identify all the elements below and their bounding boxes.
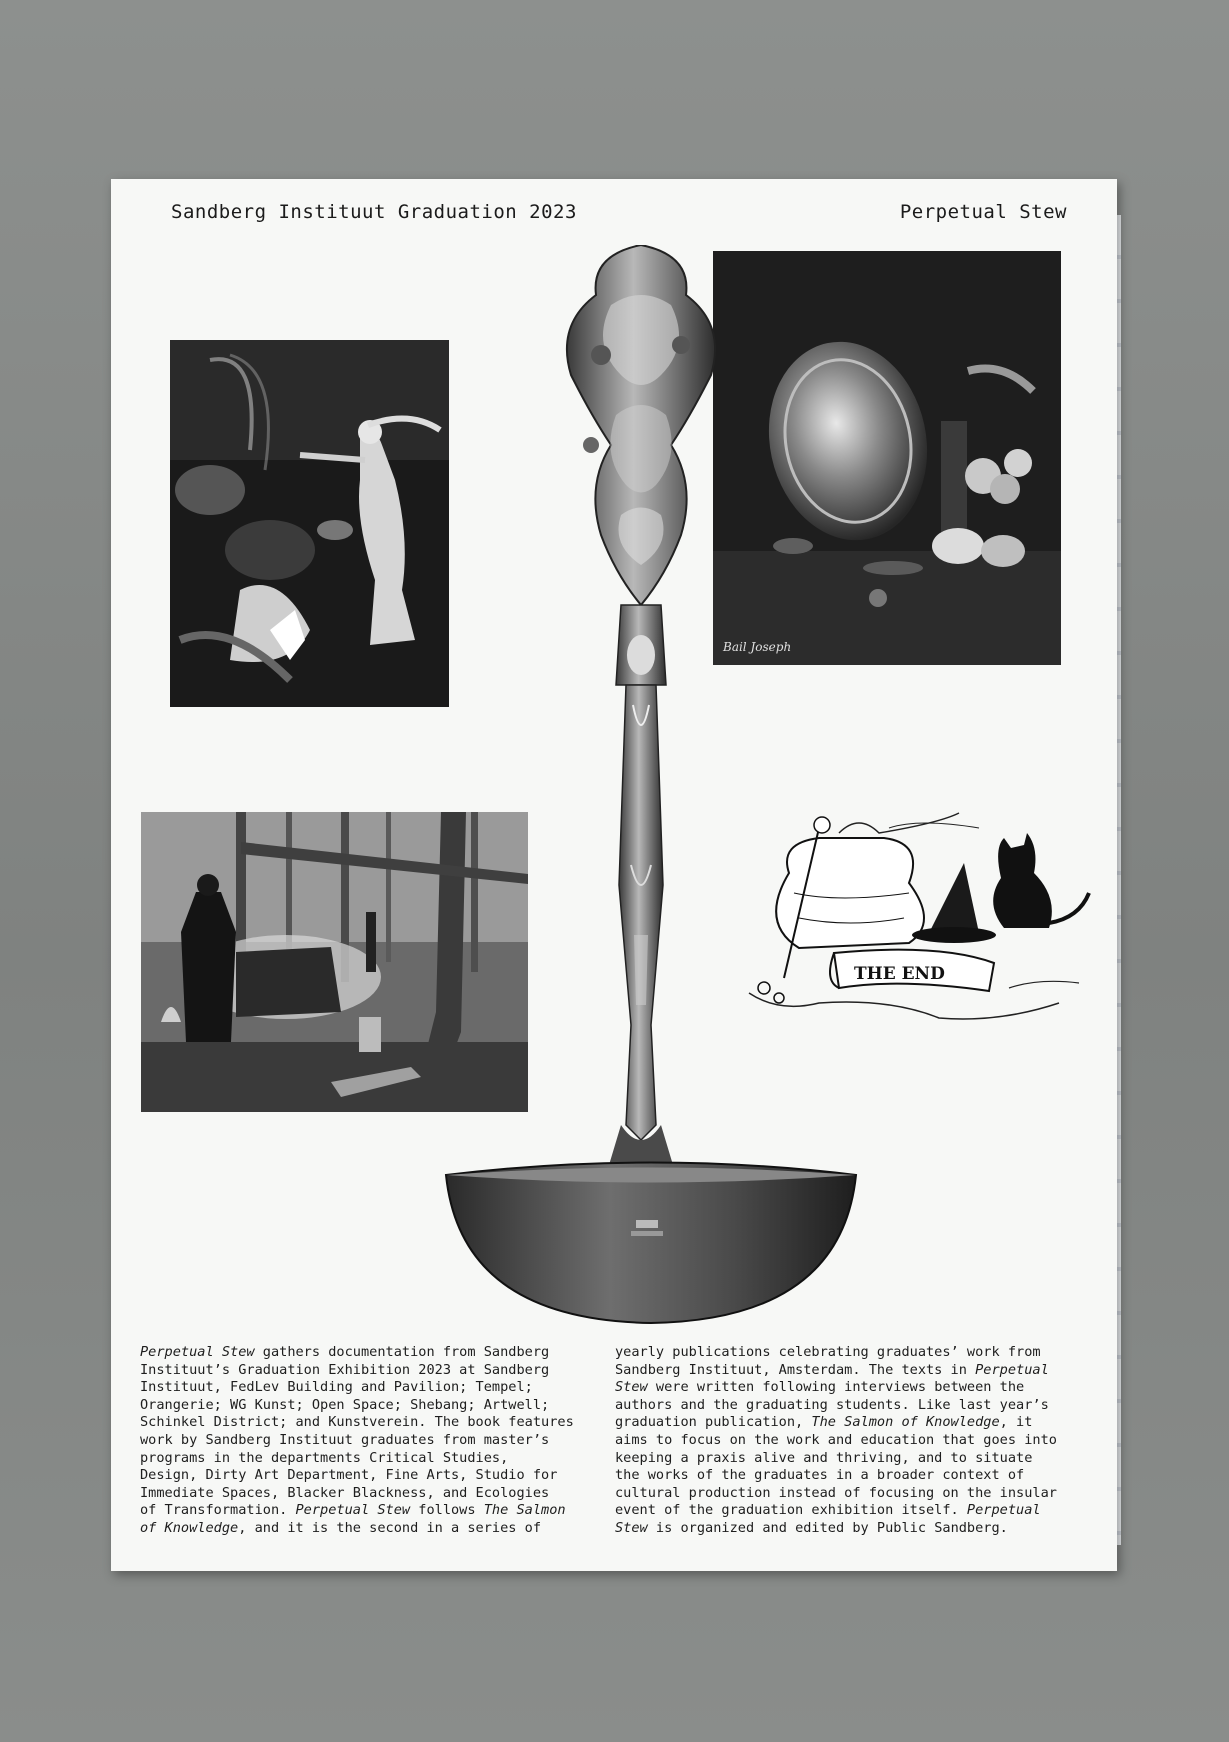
text-line	[140, 1520, 590, 1538]
ornate-ladle	[441, 245, 861, 1325]
italic-title-run: Stew	[615, 1519, 648, 1536]
text-run: Instituut’s Graduation Exhibition 2023 at Sandberg	[140, 1361, 550, 1378]
text-line	[140, 1344, 590, 1362]
text-line	[140, 1414, 590, 1432]
body-text-left-column	[140, 1344, 590, 1538]
text-run: gathers documentation from Sandberg	[254, 1344, 550, 1360]
text-line	[615, 1414, 1093, 1432]
text-run: follows	[410, 1502, 484, 1519]
italic-title-run: The Salmon	[483, 1502, 566, 1519]
text-line	[140, 1502, 590, 1520]
text-run: , and it is the second in a series of	[238, 1519, 542, 1536]
header-left-title: Sandberg Instituut Graduation 2023	[171, 201, 577, 223]
text-run: Sandberg Instituut, Amsterdam. The texts in	[615, 1361, 976, 1378]
text-line	[615, 1432, 1093, 1450]
book-back-cover	[111, 179, 1117, 1571]
body-text-right-column	[615, 1344, 1093, 1538]
text-run: the works of the graduates in a broader context of	[615, 1467, 1025, 1484]
text-run: programs in the departments Critical Studies,	[140, 1449, 509, 1466]
text-line	[140, 1450, 590, 1468]
text-line	[615, 1362, 1093, 1380]
italic-title-run: Perpetual	[975, 1361, 1049, 1378]
text-run: , it	[999, 1414, 1033, 1431]
text-run: graduation publication,	[615, 1414, 812, 1431]
text-line	[615, 1502, 1093, 1520]
text-run: aims to focus on the work and education that goes into	[615, 1431, 1057, 1448]
italic-title-run: Perpetual Stew	[295, 1502, 411, 1519]
text-line	[140, 1467, 590, 1485]
text-line	[615, 1485, 1093, 1503]
text-run: Immediate Spaces, Blacker Blackness, and Ecologies	[140, 1484, 550, 1501]
text-run: Design, Dirty Art Department, Fine Arts, Studio for	[140, 1467, 558, 1484]
text-line	[615, 1344, 1093, 1362]
text-line	[140, 1379, 590, 1397]
italic-title-run: Perpetual	[966, 1502, 1041, 1519]
italic-title-run: The Salmon of Knowledge	[811, 1414, 1000, 1431]
italic-title-run: Stew	[615, 1379, 648, 1396]
header-right-title: Perpetual Stew	[899, 201, 1067, 223]
italic-title-run: Perpetual Stew	[140, 1344, 255, 1360]
the-end-label: THE END	[854, 964, 945, 984]
text-run: event of the graduation exhibition itself.	[615, 1502, 967, 1519]
text-run: is organized and edited by Public Sandberg.	[647, 1519, 1008, 1536]
text-run: Orangerie; WG Kunst; Open Space; Shebang; Artwell;	[140, 1396, 550, 1413]
text-line	[140, 1432, 590, 1450]
text-line	[615, 1520, 1093, 1538]
text-line	[615, 1397, 1093, 1415]
text-run: yearly publications celebrating graduates’ work from	[615, 1344, 1041, 1360]
text-run: of Transformation.	[140, 1502, 296, 1519]
italic-title-run: of Knowledge	[140, 1519, 239, 1536]
text-line	[615, 1379, 1093, 1397]
text-run: Instituut, FedLev Building and Pavilion; Tempel;	[140, 1379, 533, 1396]
text-line	[140, 1397, 590, 1415]
text-line	[140, 1362, 590, 1380]
text-run: authors and the graduating students. Like last year’s	[615, 1396, 1049, 1413]
text-line	[615, 1450, 1093, 1468]
text-line	[140, 1485, 590, 1503]
painting-signature: Bail Joseph	[723, 640, 792, 654]
witch-illustration	[170, 340, 449, 707]
text-line	[615, 1467, 1093, 1485]
text-run: were written following interviews between the	[647, 1379, 1025, 1396]
text-run: Schinkel District; and Kunstverein. The book features	[140, 1414, 574, 1431]
text-run: cultural production instead of focusing on the insular	[615, 1484, 1057, 1501]
text-run: keeping a praxis alive and thriving, and to situate	[615, 1449, 1033, 1466]
text-run: work by Sandberg Instituut graduates from master’s	[140, 1431, 550, 1448]
